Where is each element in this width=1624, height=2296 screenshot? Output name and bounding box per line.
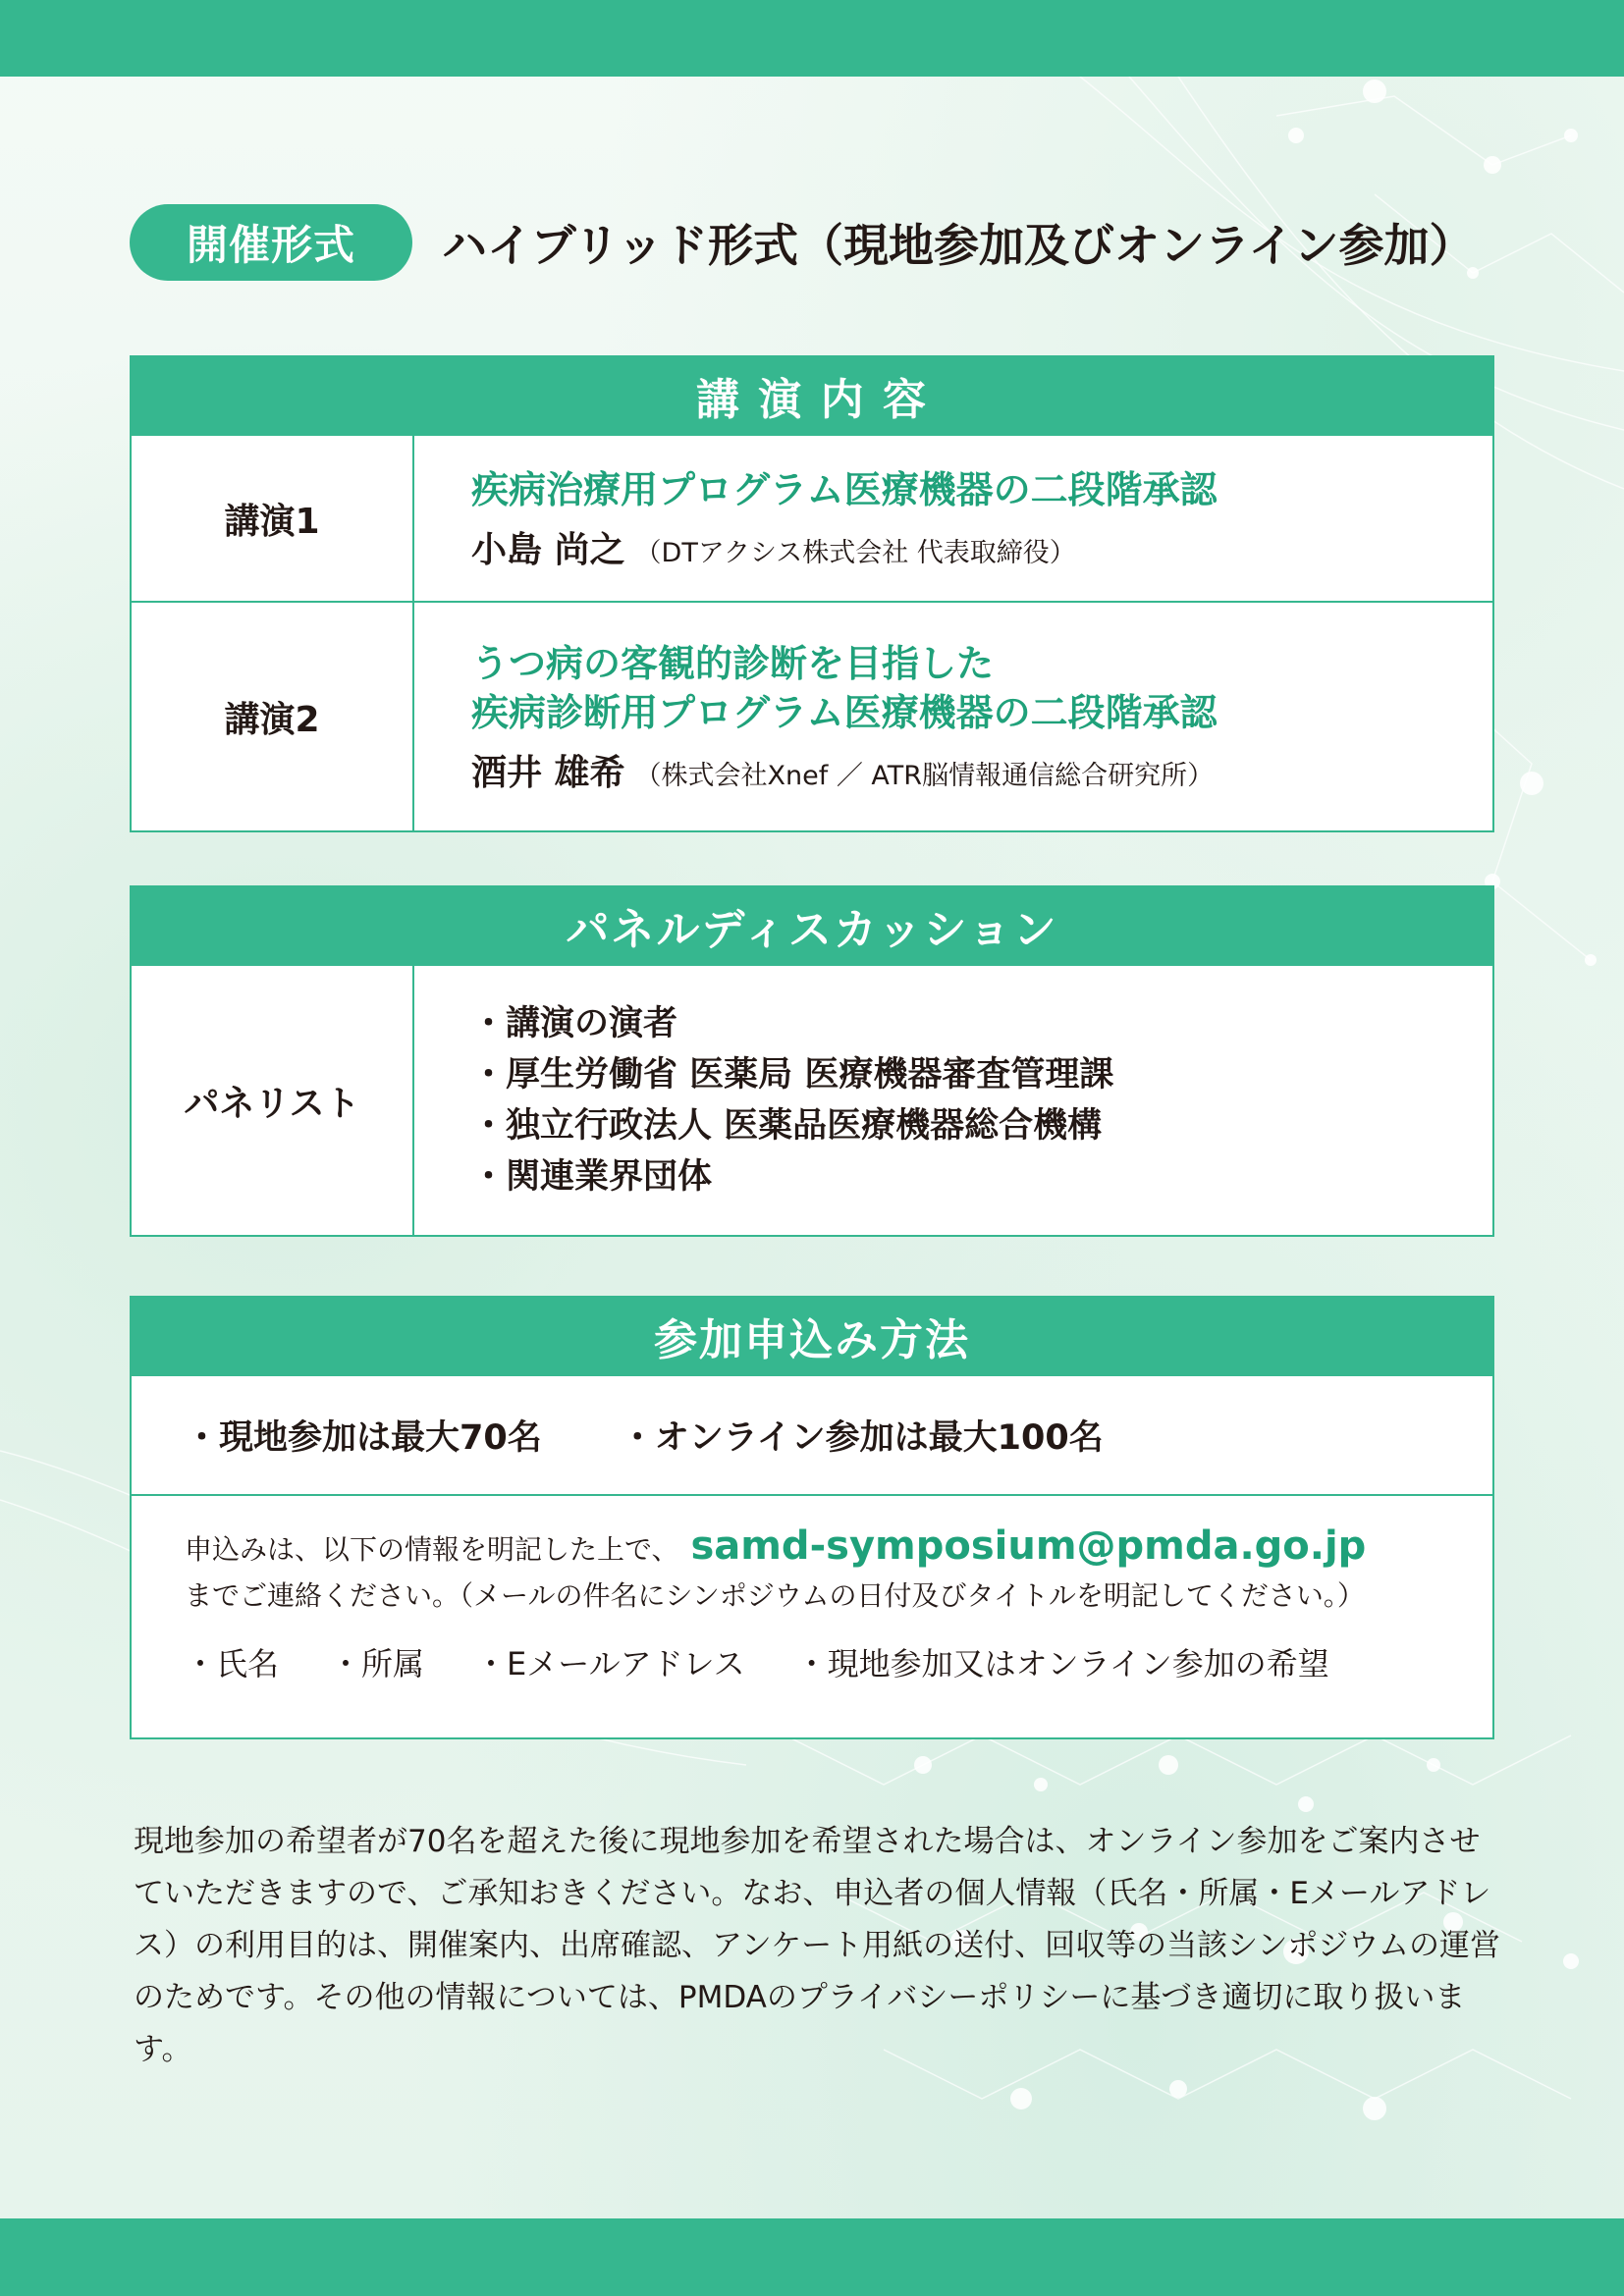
lecture-2-affiliation: （株式会社Xnef ／ ATR脳情報通信総合研究所）	[634, 760, 1215, 791]
lecture-1-label: 講演1	[132, 436, 414, 601]
capacity-row	[132, 1374, 1492, 1494]
lecture-2-label: 講演2	[132, 603, 414, 830]
panel-header: パネルディスカッション	[132, 887, 1492, 964]
lecture-2-body	[414, 603, 1492, 830]
lectures-section	[130, 355, 1494, 832]
required-info-item: ・氏名	[185, 1645, 280, 1682]
application-section	[130, 1296, 1494, 1739]
panelists-list	[414, 966, 1492, 1235]
panelist-item: ・関連業界団体	[471, 1157, 713, 1197]
panel-section	[130, 885, 1494, 1237]
lecture-1-body	[414, 436, 1492, 601]
required-info-item: ・所属	[330, 1645, 425, 1682]
lecture-1-affiliation: （DTアクシス株式会社 代表取締役）	[634, 537, 1076, 568]
online-capacity: ・オンライン参加は最大100名	[620, 1418, 1104, 1458]
lecture-2-title-line-1: うつ病の客観的診断を目指した	[471, 641, 995, 685]
application-intro: 申込みは、以下の情報を明記した上で、	[185, 1533, 679, 1566]
panelists-label: パネリスト	[132, 966, 414, 1235]
top-banner-bar	[0, 0, 1624, 77]
application-header: 参加申込み方法	[132, 1298, 1492, 1374]
panel-row	[132, 964, 1492, 1235]
privacy-notice: 現地参加の希望者が70名を超えた後に現地参加を希望された場合は、オンライン参加をご案内させていただきますので、ご承知おきください。なお、申込者の個人情報（氏名・所属・Eメールアドレス）の利用目的は、開催案内、出席確認、アンケート用紙の送付、回収等の当該シンポジウムの運営のためです。その他の情報については、PMDAのプライバシーポリシーに基づき適切に取り扱います。	[134, 1824, 1501, 2067]
onsite-capacity: ・現地参加は最大70名	[185, 1418, 542, 1458]
lectures-header: 講 演 内 容	[132, 357, 1492, 434]
panelist-item: ・厚生労働省 医薬局 医療機器審査管理課	[471, 1055, 1114, 1095]
lecture-2-title-line-2: 疾病診断用プログラム医療機器の二段階承認	[471, 690, 1218, 734]
event-format-label: 開催形式	[130, 204, 412, 281]
required-info-list	[185, 1639, 1492, 1684]
lecture-2-speaker: 酒井 雄希	[471, 752, 625, 793]
lecture-1-speaker-line	[471, 522, 1492, 572]
application-subject-note: までご連絡ください。（メールの件名にシンポジウムの日付及びタイトルを明記してください。）	[185, 1579, 1365, 1612]
lecture-1-title: 疾病治療用プログラム医療機器の二段階承認	[471, 467, 1218, 511]
required-info-item: ・Eメールアドレス	[475, 1645, 745, 1682]
lecture-1-speaker: 小島 尚之	[471, 529, 625, 570]
lecture-row-2	[132, 601, 1492, 830]
event-format-row	[130, 204, 1475, 281]
application-intro-line	[185, 1523, 1492, 1569]
application-instructions	[132, 1494, 1492, 1737]
panelist-item: ・独立行政法人 医薬品医療機器総合機構	[471, 1106, 1103, 1146]
panelist-item: ・講演の演者	[471, 1004, 678, 1043]
lecture-row-1	[132, 434, 1492, 601]
required-info-item: ・現地参加又はオンライン参加の希望	[795, 1645, 1329, 1682]
bottom-banner-bar	[0, 2218, 1624, 2296]
contact-email-link[interactable]: samd-symposium@pmda.go.jp	[690, 1523, 1367, 1569]
lecture-2-speaker-line	[471, 745, 1492, 795]
event-format-value: ハイブリッド形式（現地参加及びオンライン参加）	[442, 219, 1475, 272]
